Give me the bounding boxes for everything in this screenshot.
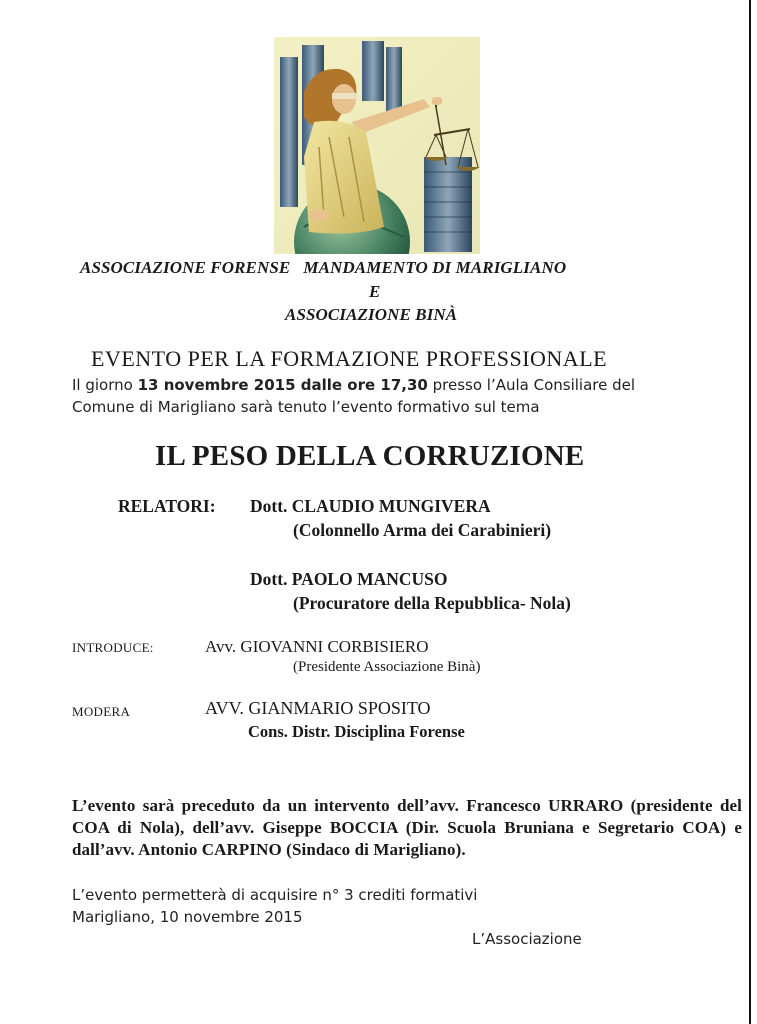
event-date-time: 13 novembre 2015 dalle ore 17,30 [137, 376, 428, 394]
page-border [749, 0, 751, 1024]
association-forense: ASSOCIAZIONE FORENSE [80, 258, 291, 277]
speaker-2-name: Dott. PAOLO MANCUSO [250, 569, 448, 589]
speaker-1-name: Dott. CLAUDIO MUNGIVERA [250, 496, 491, 516]
closing-paragraph: L’evento sarà preceduto da un intervento dell’avv. Francesco URRARO (presidente del COA di Nola), dell’avv. Giseppe BOCCIA (Dir. Scuola Bruniana e Segretario COA) e dall’avv. Antonio CARPINO (Sindaco di Marigliano). [72, 796, 742, 859]
speakers-label: RELATORI: [118, 496, 216, 516]
modera-role: Cons. Distr. Disciplina Forense [248, 722, 465, 741]
modera-label: MODERA [72, 704, 131, 719]
event-intro-line-2: Comune di Marigliano sarà tenuto l’evento formativo sul tema [72, 398, 540, 416]
modera-name: AVV. GIANMARIO SPOSITO [205, 698, 431, 718]
event-intro-line-1 [72, 376, 635, 394]
mandamento-marigliano: MANDAMENTO DI MARIGLIANO [303, 258, 567, 277]
credits-note: L’evento permetterà di acquisire n° 3 crediti formativi [72, 886, 478, 904]
introduce-label: INTRODUCE: [72, 640, 154, 655]
speaker-1-role: (Colonnello Arma dei Carabinieri) [293, 520, 552, 540]
event-heading: EVENTO PER LA FORMAZIONE PROFESSIONALE [91, 346, 608, 371]
association-bina: ASSOCIAZIONE BINÀ [285, 305, 458, 324]
intro-suffix: presso l’Aula Consiliare del [427, 376, 636, 394]
event-title: IL PESO DELLA CORRUZIONE [155, 440, 585, 472]
introduce-role: (Presidente Associazione Binà) [293, 659, 481, 675]
signature: L’Associazione [472, 930, 582, 948]
speaker-2-role: (Procuratore della Repubblica- Nola) [293, 593, 571, 613]
header-line-1 [80, 258, 566, 278]
introduce-name: Avv. GIOVANNI CORBISIERO [205, 637, 429, 656]
intro-prefix: Il giorno [72, 376, 138, 394]
place-date: Marigliano, 10 novembre 2015 [72, 908, 303, 926]
header-conjunction: E [369, 282, 381, 301]
justice-illustration [274, 37, 480, 254]
